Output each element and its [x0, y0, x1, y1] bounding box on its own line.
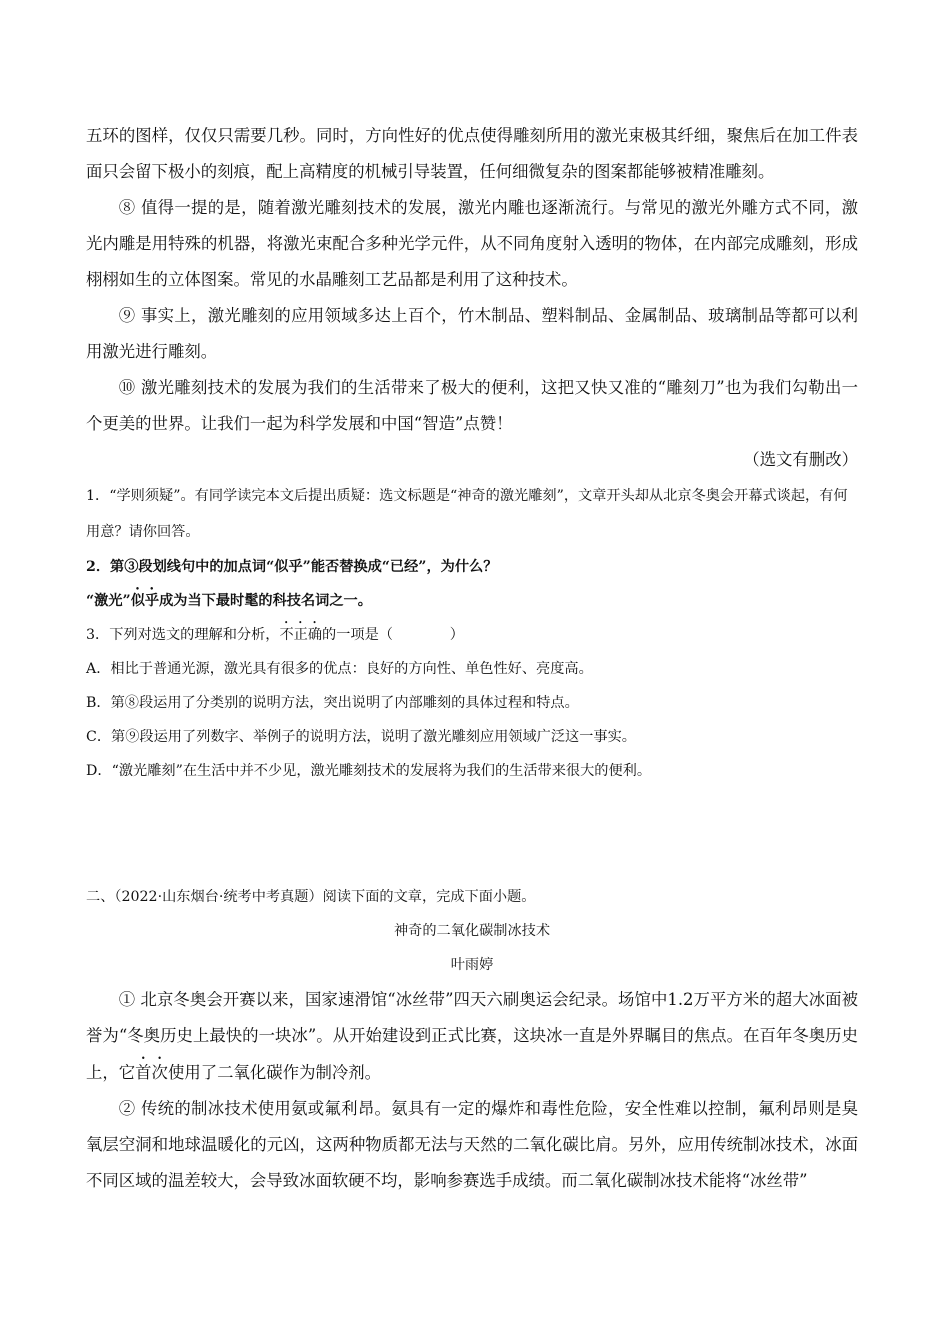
passage1-paragraph-7-continued: 五环的图样，仅仅只需要几秒。同时，方向性好的优点使得雕刻所用的激光束极其纤细，聚焦后在加工件表面只会留下极小的刻痕，配上高精度的机械引导装置，任何细微复杂的图案都能够被精准雕刻。 [86, 126, 858, 181]
article-paragraph-1-start: ① 北京冬奥会开赛以来，国家速滑馆“冰丝带”四天六刷奥运会纪录。场馆中1.2万平方米的超大冰面被誉为“冬奥历史上最快的一块冰”。从开始建设到正式比赛，这块冰一直是外界瞩目的焦点。在百年冬奥历史上，它 [86, 990, 858, 1082]
section-2-header: 二、（2022·山东烟台·统考中考真题）阅读下面的文章，完成下面小题。 [86, 889, 536, 905]
section-spacer [86, 788, 858, 880]
question-3-start: 3．下列对选文的理解和分析， [86, 627, 280, 643]
passage1-paragraph-8: ⑧ 值得一提的是，随着激光雕刻技术的发展，激光内雕也逐渐流行。与常见的激光外雕方式不同，激光内雕是用特殊的机器，将激光束配合多种光学元件，从不同角度射入透明的物体，在内部完成雕刻，形成栩栩如生的立体图案。常见的水晶雕刻工艺品都是利用了这种技术。 [86, 198, 858, 289]
option-c: C．第⑨段运用了列数字、举例子的说明方法，说明了激光雕刻应用领域广泛这一事实。 [86, 729, 636, 745]
question-2-title: 2．第③段划线句中的加点词“似乎”能否替换成“已经”，为什么？ [86, 559, 498, 575]
question-2-sentence [86, 584, 858, 618]
passage1-paragraph-9: ⑨ 事实上，激光雕刻的应用领域多达上百个，竹木制品、塑料制品、金属制品、玻璃制品等都可以利用激光进行雕刻。 [86, 306, 858, 361]
article-paragraph-1-end: 使用了二氧化碳作为制冷剂。 [167, 1063, 382, 1082]
option-b: B．第⑧段运用了分类别的说明方法，突出说明了内部雕刻的具体过程和特点。 [86, 695, 579, 711]
document-page [86, 118, 858, 1199]
question-2-sentence-end: 成为当下最时髦的科技名词之一。 [159, 593, 372, 609]
question-1: 1．“学则须疑”。有同学读完本文后提出质疑：选文标题是“神奇的激光雕刻”，文章开头却从北京冬奥会开幕式谈起，有何用意？请你回答。 [86, 488, 848, 540]
article-paragraph-2: ② 传统的制冰技术使用氨或氟利昂。氨具有一定的爆炸和毒性危险，安全性难以控制，氟利昂则是臭氧层空洞和地球温暖化的元凶，这两种物质都无法与天然的二氧化碳比肩。另外，应用传统制冰技术，冰面不同区域的温差较大，会导致冰面软硬不均，影响参赛选手成绩。而二氧化碳制冰技术能将“冰丝带” [86, 1099, 858, 1190]
article-author: 叶雨婷 [450, 957, 494, 973]
article-title: 神奇的二氧化碳制冰技术 [393, 923, 551, 939]
passage1-paragraph-10: ⑩ 激光雕刻技术的发展为我们的生活带来了极大的便利，这把又快又准的“雕刻刀”也为我们勾勒出一个更美的世界。让我们一起为科学发展和中国“智造”点赞！ [86, 378, 858, 433]
question-2-sentence-start: “激光” [86, 593, 131, 609]
option-a: A．相比于普通光源，激光具有很多的优点：良好的方向性、单色性好、亮度高。 [86, 661, 593, 677]
emphasized-word-buzhengque: 不正确 [279, 627, 323, 643]
emphasized-word-shouci: 首次 [135, 1063, 168, 1082]
question-3-end: 的一项是（ ） [322, 627, 464, 643]
question-3 [86, 618, 858, 652]
option-d: D．“激光雕刻”在生活中并不少见，激光雕刻技术的发展将为我们的生活带来很大的便利。 [86, 763, 652, 779]
article-paragraph-1 [86, 982, 858, 1091]
emphasized-word-sihu: 似乎 [130, 593, 160, 609]
source-note: （选文有删改） [743, 450, 858, 469]
